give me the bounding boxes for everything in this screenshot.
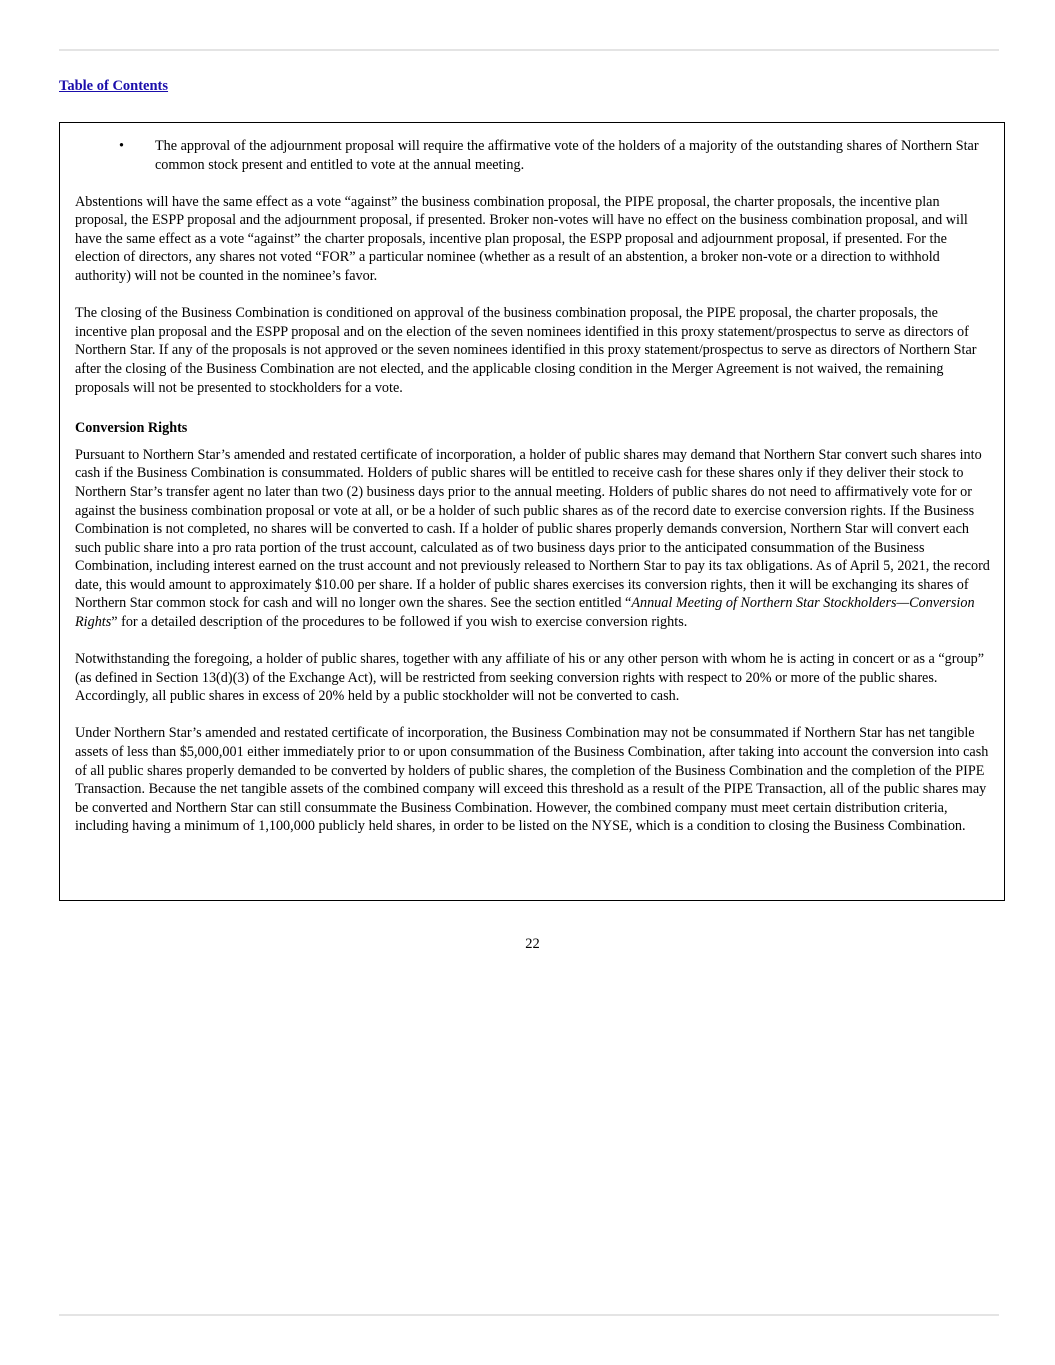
- top-divider: [59, 49, 999, 51]
- section-reference: Annual Meeting of Northern Star Stockholders—Conversion Rights: [75, 595, 975, 631]
- summary-box: [59, 122, 1005, 901]
- conversion-rights-paragraph: [75, 446, 990, 632]
- page-number: 22: [525, 936, 540, 952]
- closing-conditions-paragraph: The closing of the Business Combination is conditioned on approval of the business combination proposal, the PIPE proposal, the charter proposals, the incentive plan proposal and the ESPP proposal and on the election of the seven nominees identified in this proxy statement/prospectus to serve as directors of Northern Star. If any of the proposals is not approved or the seven nominees identified in this proxy statement/prospectus to serve as directors of Northern Star after the closing of the Business Combination are not elected, and the applicable closing condition in the Merger Agreement is not waived, the remaining proposals will not be presented to stockholders for a vote.: [75, 305, 977, 396]
- adjournment-approval-text: The approval of the adjournment proposal will require the affirmative vote of the holders of a majority of the outstanding shares of Northern Star common stock present and entitled to vote at the annual meeting.: [155, 138, 979, 173]
- conversion-text-part-1: Pursuant to Northern Star’s amended and restated certificate of incorporation, a holder of public shares may demand that Northern Star convert such shares into cash if the Business Combination is consummated. Holders of public shares will be entitled to receive cash for these shares only if they deliver their stock to Northern Star’s transfer agent no later than two (2) business days prior to the annual meeting. Holders of public shares do not need to affirmatively vote for or against the business combination proposal or vote at all, or be a holder of such public shares as of the record date to exercise conversion rights. If the Business Combination is not completed, no shares will be converted to cash. If a holder of public shares properly demands conversion, Northern Star will convert each such public share into a pro rata portion of the trust account, calculated as of two business days prior to the anticipated consummation of the Business Combination, including interest earned on the trust account and not previously released to Northern Star to pay its tax obligations. As of April 5, 2021, the record date, this would amount to approximately $10.00 per share. If a holder of public shares exercises its conversion rights, then it will be exchanging its shares of Northern Star common stock for cash and will no longer own the shares. See the section entitled “: [75, 446, 990, 612]
- conversion-text-part-2: ” for a detailed description of the procedures to be followed if you wish to exercise conversion rights.: [111, 614, 688, 631]
- abstentions-paragraph: Abstentions will have the same effect as a vote “against” the business combination proposal, the PIPE proposal, the charter proposals, the incentive plan proposal, the ESPP proposal and the adjournment proposal, if presented. Broker non-votes will have no effect on the business combination proposal, and will have the same effect as a vote “against” the charter proposals, incentive plan proposal, the ESPP proposal and adjournment proposal, if presented. For the election of directors, any shares not voted “FOR” a particular nominee (whether as a result of an abstention, a broker non-vote or a direction to withhold authority) will not be counted in the nominee’s favor.: [75, 193, 968, 285]
- net-tangible-assets-paragraph: Under Northern Star’s amended and restated certificate of incorporation, the Business Combination may not be consummated if Northern Star has net tangible assets of less than $5,000,001 either immediately prior to or upon consummation of the Business Combination, after taking into account the conversion into cash of all public shares properly demanded to be converted by holders of public shares, the completion of the Business Combination and the completion of the PIPE Transaction. Because the net tangible assets of the combined company will exceed this threshold as a result of the PIPE Transaction, all of the public shares may be converted and Northern Star can still consummate the Business Combination. However, the combined company must meet certain distribution criteria, including having a minimum of 1,100,000 publicly held shares, in order to be listed on the NYSE, which is a condition to closing the Business Combination.: [75, 725, 989, 835]
- list-item: [75, 137, 990, 174]
- bottom-divider: [59, 1314, 999, 1316]
- table-of-contents-link[interactable]: Table of Contents: [59, 78, 169, 94]
- conversion-rights-heading: Conversion Rights: [75, 420, 188, 437]
- group-restriction-paragraph: Notwithstanding the foregoing, a holder of public shares, together with any affiliate of his or any other person with whom he is acting in concert or as a “group” (as defined in Section 13(d)(3) of the Exchange Act), will be restricted from seeking conversion rights with respect to 20% or more of the public shares. Accordingly, all public shares in excess of 20% held by a public stockholder will not be converted to cash.: [75, 651, 985, 705]
- bullet-icon: •: [119, 138, 124, 154]
